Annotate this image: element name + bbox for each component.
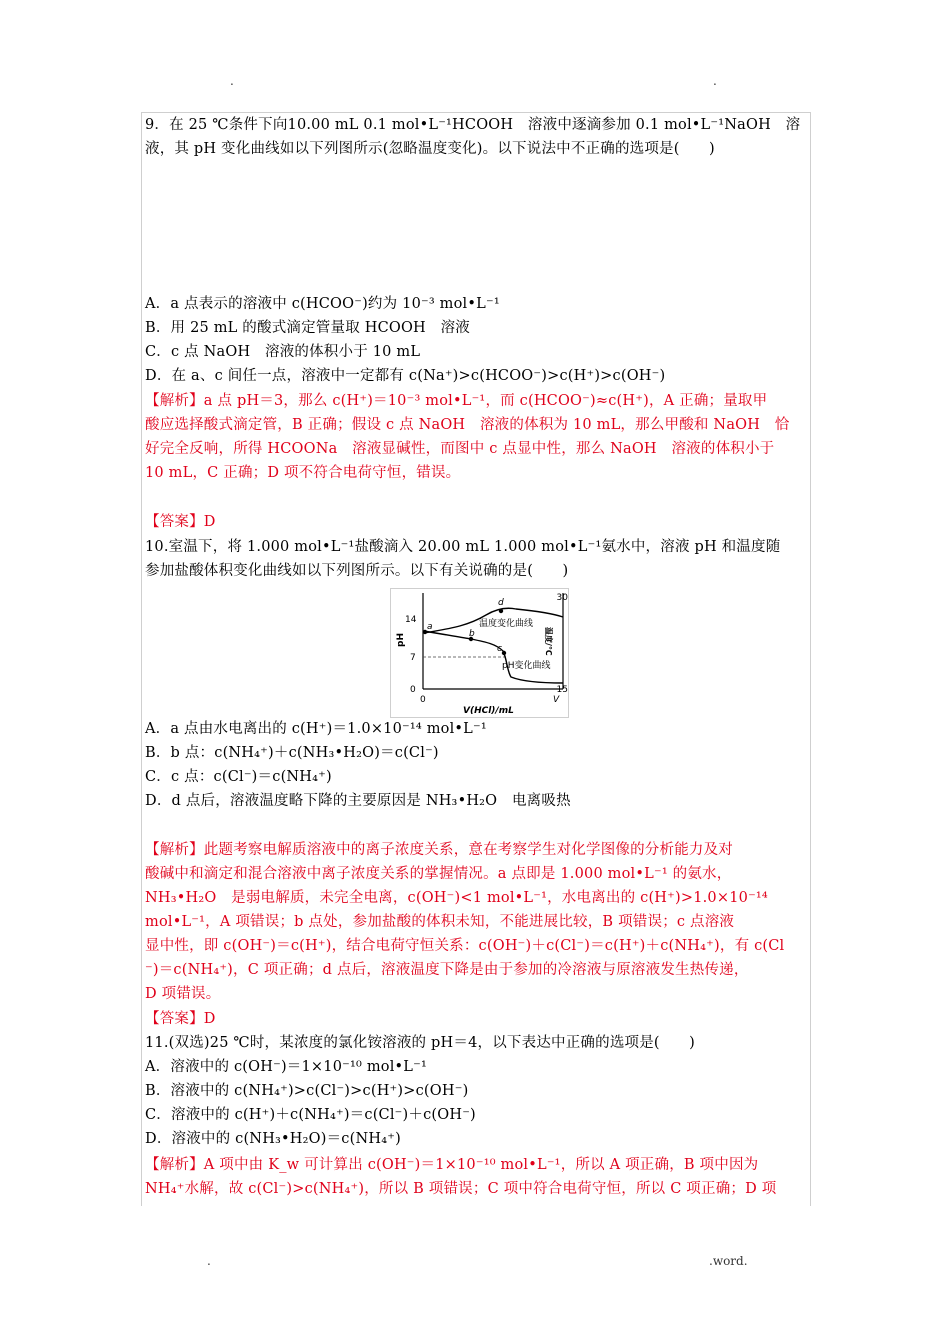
q11-analysis-line-1: 【解析】A 项中由 K_w 可计算出 c(OH⁻)＝1×10⁻¹⁰ mol•L⁻¹，所以 A 项正确，B 项中因为 (145, 1157, 759, 1173)
q11-option-c: C．溶液中的 c(H⁺)＋c(NH₄⁺)＝c(Cl⁻)＋c(OH⁻) (145, 1107, 476, 1123)
q11-option-a: A．溶液中的 c(OH⁻)＝1×10⁻¹⁰ mol•L⁻¹ (145, 1059, 427, 1075)
q10-option-c: C．c 点：c(Cl⁻)＝c(NH₄⁺) (145, 769, 332, 785)
q10-option-b: B．b 点：c(NH₄⁺)＋c(NH₃•H₂O)＝c(Cl⁻) (145, 745, 439, 761)
ph-temperature-figure (390, 588, 569, 718)
q10-answer: 【答案】D (145, 1011, 216, 1027)
q9-analysis-line-3: 好完全反响，所得 HCOONa 溶液显碱性，而图中 c 点显中性，那么 NaOH 溶液的体积小于 (145, 441, 775, 457)
q10-analysis-line-4: mol•L⁻¹，A 项错误；b 点处，参加盐酸的体积未知，不能进展比较，B 项错误；c 点溶液 (145, 914, 735, 930)
q10-analysis-line-5: 显中性，即 c(OH⁻)＝c(H⁺)，结合电荷守恒关系：c(OH⁻)＋c(Cl⁻)＝c(H⁺)＋c(NH₄⁺)，有 c(Cl (145, 938, 785, 954)
q10-analysis-line-2: 酸碱中和滴定和混合溶液中离子浓度关系的掌握情况。a 点即是 1.000 mol•L⁻¹ 的氨水， (145, 866, 732, 882)
temperature-curve-label: 温度变化曲线 (479, 619, 534, 629)
q9-analysis-line-1: 【解析】a 点 pH＝3，那么 c(H⁺)＝10⁻³ mol•L⁻¹，而 c(HCOO⁻)≈c(H⁺)，A 正确；量取甲 (145, 393, 768, 409)
right-tick-30: 30 (556, 593, 568, 603)
q10-stem-line-2: 参加盐酸体积变化曲线如以下列图所示。以下有关说确的是( ) (145, 563, 569, 579)
temperature-axis-label: 温度/℃ (544, 627, 553, 656)
footer-dot-left: . (207, 1254, 211, 1268)
point-d (499, 609, 503, 613)
q11-option-b: B．溶液中的 c(NH₄⁺)>c(Cl⁻)>c(H⁺)>c(OH⁻) (145, 1083, 469, 1099)
q9-option-a: A．a 点表示的溶液中 c(HCOO⁻)约为 10⁻³ mol•L⁻¹ (145, 296, 500, 312)
q9-option-b: B．用 25 mL 的酸式滴定管量取 HCOOH 溶液 (145, 320, 470, 336)
left-tick-14: 14 (405, 615, 417, 625)
q10-analysis-line-6: ⁻)＝c(NH₄⁺)，C 项正确；d 点后，溶液温度下降是由于参加的冷溶液与原溶液发生热传递， (145, 962, 749, 978)
header-dot-right: . (713, 74, 717, 88)
right-tick-15: 15 (556, 685, 568, 695)
q9-option-d: D．在 a、c 间任一点，溶液中一定都有 c(Na⁺)>c(HCOO⁻)>c(H⁺)>c(OH⁻) (145, 368, 666, 384)
q9-answer: 【答案】D (145, 514, 216, 530)
q10-stem-line-1: 10.室温下，将 1.000 mol•L⁻¹盐酸滴入 20.00 mL 1.000 mol•L⁻¹氨水中，溶液 pH 和温度随 (145, 539, 781, 555)
q11-stem-line-1: 11.(双选)25 ℃时，某浓度的氯化铵溶液的 pH＝4，以下表达中正确的选项是( ) (145, 1035, 696, 1051)
q10-option-d: D．d 点后，溶液温度略下降的主要原因是 NH₃•H₂O 电离吸热 (145, 793, 571, 809)
ph-curve-label: pH变化曲线 (502, 661, 551, 671)
q10-analysis-line-7: D 项错误。 (145, 986, 221, 1002)
footer-word: .word. (709, 1254, 748, 1268)
ph-axis-label: pH (396, 633, 406, 647)
q11-analysis-line-2: NH₄⁺水解，故 c(Cl⁻)>c(NH₄⁺)，所以 B 项错误；C 项中符合电荷守恒，所以 C 项正确；D 项 (145, 1181, 777, 1197)
q9-analysis-line-4: 10 mL，C 正确；D 项不符合电荷守恒，错误。 (145, 465, 461, 481)
left-tick-0: 0 (410, 685, 416, 695)
q9-option-c: C．c 点 NaOH 溶液的体积小于 10 mL (145, 344, 421, 360)
x-tick-v: V (553, 695, 560, 705)
q10-analysis-line-1: 【解析】此题考察电解质溶液中的离子浓度关系，意在考察学生对化学图像的分析能力及对 (145, 842, 733, 858)
q9-stem-line-1: 9．在 25 ℃条件下向10.00 mL 0.1 mol•L⁻¹HCOOH 溶液中逐滴参加 0.1 mol•L⁻¹NaOH 溶 (145, 117, 801, 133)
point-c (502, 651, 506, 655)
point-b-label: b (469, 629, 475, 639)
header-dot-left: . (230, 74, 234, 88)
q9-analysis-line-2: 酸应选择酸式滴定管，B 正确；假设 c 点 NaOH 溶液的体积为 10 mL，那么甲酸和 NaOH 恰 (145, 417, 790, 433)
x-tick-0: 0 (420, 695, 426, 705)
q10-option-a: A．a 点由水电离出的 c(H⁺)＝1.0×10⁻¹⁴ mol•L⁻¹ (145, 721, 487, 737)
point-c-label: c (497, 644, 502, 654)
point-d-label: d (498, 598, 504, 608)
q10-analysis-line-3: NH₃•H₂O 是弱电解质，未完全电离，c(OH⁻)<1 mol•L⁻¹，水电离出的 c(H⁺)>1.0×10⁻¹⁴ (145, 890, 768, 906)
q9-stem-line-2: 液，其 pH 变化曲线如以下列图所示(忽略温度变化)。以下说法中不正确的选项是( ) (145, 141, 715, 157)
left-tick-7: 7 (410, 653, 416, 663)
point-a-label: a (427, 622, 433, 632)
q11-option-d: D．溶液中的 c(NH₃•H₂O)＝c(NH₄⁺) (145, 1131, 401, 1147)
x-axis-label: V(HCl)/mL (463, 706, 514, 716)
